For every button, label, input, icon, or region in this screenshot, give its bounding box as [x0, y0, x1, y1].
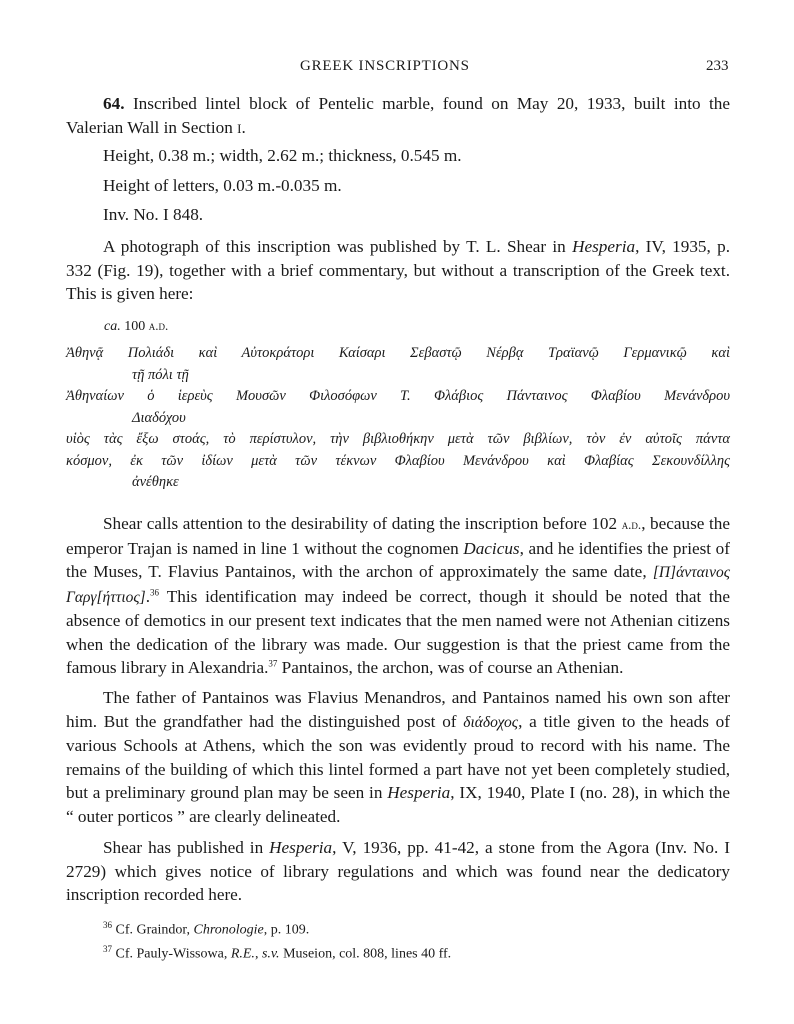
- para2-text-c: , and he identifies the priest of the Muses, T. Flavius Pantainos, with the archon of approximately the same date,: [66, 538, 730, 581]
- inscription-line-4: κόσμον, ἐκ τῶν ἰδίων μετὰ τῶν τέκνων Φλαβίου Μενάνδρου καὶ Φλαβίας Σεκουνδίλλης: [66, 452, 730, 469]
- paragraph-family: [66, 686, 730, 828]
- inscription-line-1-cont: τῇ πόλι τῇ: [132, 366, 189, 383]
- running-header: [0, 58, 794, 80]
- para2-era: a.d.: [621, 517, 642, 532]
- footnote-mark: 37: [103, 943, 112, 954]
- date-prefix: ca.: [104, 319, 121, 334]
- para3-journal: Hesperia: [387, 783, 451, 802]
- footnote-text: ,: [254, 946, 262, 962]
- para4-journal: Hesperia: [269, 838, 333, 857]
- para1-text-a: A photograph of this inscription was published by T. L. Shear in: [103, 237, 573, 256]
- paragraph-dating: [66, 512, 730, 680]
- para1-journal: Hesperia: [572, 237, 636, 256]
- para2-text-f: Pantainos, the archon, was of course an Athenian.: [277, 658, 624, 677]
- para2-text-a: Shear calls attention to the desirability of dating the inscription before 102: [103, 514, 622, 533]
- footnote-37: [103, 940, 451, 964]
- paragraph-agora-stone: [66, 836, 730, 907]
- para2-greek: [Π]άνταινος Γαργ[ήττιος]: [66, 564, 730, 606]
- inscription-text: [66, 318, 730, 494]
- para2-cognomen: Dacicus: [463, 538, 520, 558]
- para2-text-d: .: [145, 586, 150, 606]
- page-number: 233: [706, 58, 729, 74]
- footnote-mark: 36: [103, 920, 112, 930]
- para4-text-b: , V, 1936, pp. 41-42, a stone from the Agora (Inv. No. I 2729) which gives notice of library regulations and which was found near the dedicatory inscription recorded here.: [66, 838, 730, 904]
- entry-heading: [66, 92, 730, 140]
- para2-text-e: This identification may indeed be correct, though it should be noted that the absence of demotics in our present text indicates that the men named were not Athenian citizens when the dedication of the library was made. Our suggestion is that the priest came from the famous library in Alexandria.: [66, 586, 730, 677]
- entry-number: 64.: [103, 94, 125, 113]
- inscription-line-2: Ἀθηναίων ὁ ἱερεὺς Μουσῶν Φιλοσόφων Τ. Φλάβιος Πάνταινος Φλαβίου Μενάνδρου: [66, 388, 730, 404]
- footnote-italic: Chronologie: [193, 922, 264, 938]
- footnote-text: , p. 109.: [263, 922, 310, 938]
- inscription-line-3: υἱὸς τὰς ἔξω στοάς, τὸ περίστυλον, τὴν βιβλιοθήκην μετὰ τῶν βιβλίων, τὸν ἐν αὐτοῖς πάντα: [66, 431, 730, 447]
- running-title: GREEK INSCRIPTIONS: [300, 58, 470, 74]
- entry-desc-a: Inscribed lintel block of Pentelic marble, found on May 20, 1933, built into the Valerian Wall in Section: [66, 94, 731, 137]
- inscription-date: [104, 318, 730, 335]
- inventory-number: Inv. No. I 848.: [103, 205, 204, 224]
- para4-text-a: Shear has published in: [103, 838, 270, 857]
- para1-text-b: , IV, 1935, p. 332 (Fig. 19), together with a brief commentary, but without a transcription of the Greek text. This is given here:: [66, 237, 730, 303]
- para3-greek: διάδοχος: [463, 713, 519, 731]
- footnote-italic: s.v.: [261, 946, 280, 962]
- para3-text-a: The father of Pantainos was Flavius Menandros, and Pantainos named his own son after him. But the grandfather had the distinguished post of: [66, 688, 730, 731]
- date-era: a.d.: [148, 318, 169, 333]
- inscription-line-2-cont: Διαδόχου: [132, 409, 186, 426]
- footnote-italic: R.E.: [230, 946, 255, 962]
- inscription-line-1: Ἀθηνᾷ Πολιάδι καὶ Αὐτοκράτορι Καίσαρι Σεβαστῷ Νέρβᾳ Τραϊανῷ Γερμανικῷ καὶ: [66, 345, 730, 361]
- date-value: 100: [124, 319, 146, 334]
- para3-text-b: , a title given to the heads of various Schools at Athens, which the son was evidently proud to record with his name. The remains of the building of which this lintel formed a part have not yet been completely studied, but a preliminary ground plan may be seen in: [66, 711, 730, 802]
- footnote-36: [103, 916, 451, 940]
- footnotes: [103, 916, 451, 963]
- paragraph-intro: [66, 235, 730, 306]
- measurement-letters: Height of letters, 0.03 m.-0.035 m.: [103, 176, 342, 195]
- footnote-ref-37[interactable]: 37: [268, 658, 278, 669]
- entry-section: I: [237, 120, 242, 136]
- entry-desc-b: .: [241, 117, 246, 137]
- footnote-text: Cf. Graindor,: [115, 922, 194, 938]
- para2-text-b: , because the emperor Trajan is named in line 1 without the cognomen: [66, 514, 730, 558]
- footnote-text: Museion, col. 808, lines 40 ff.: [279, 946, 452, 962]
- footnote-ref-36[interactable]: 36: [150, 586, 159, 597]
- footnote-text: Cf. Pauly-Wissowa,: [115, 946, 231, 962]
- measurement-dimensions: Height, 0.38 m.; width, 2.62 m.; thickness, 0.545 m.: [103, 146, 462, 165]
- para3-text-c: , IX, 1940, Plate I (no. 28), in which the “ outer porticos ” are clearly delineated.: [66, 783, 731, 826]
- inscription-line-4-cont: ἀνέθηκε: [132, 474, 179, 490]
